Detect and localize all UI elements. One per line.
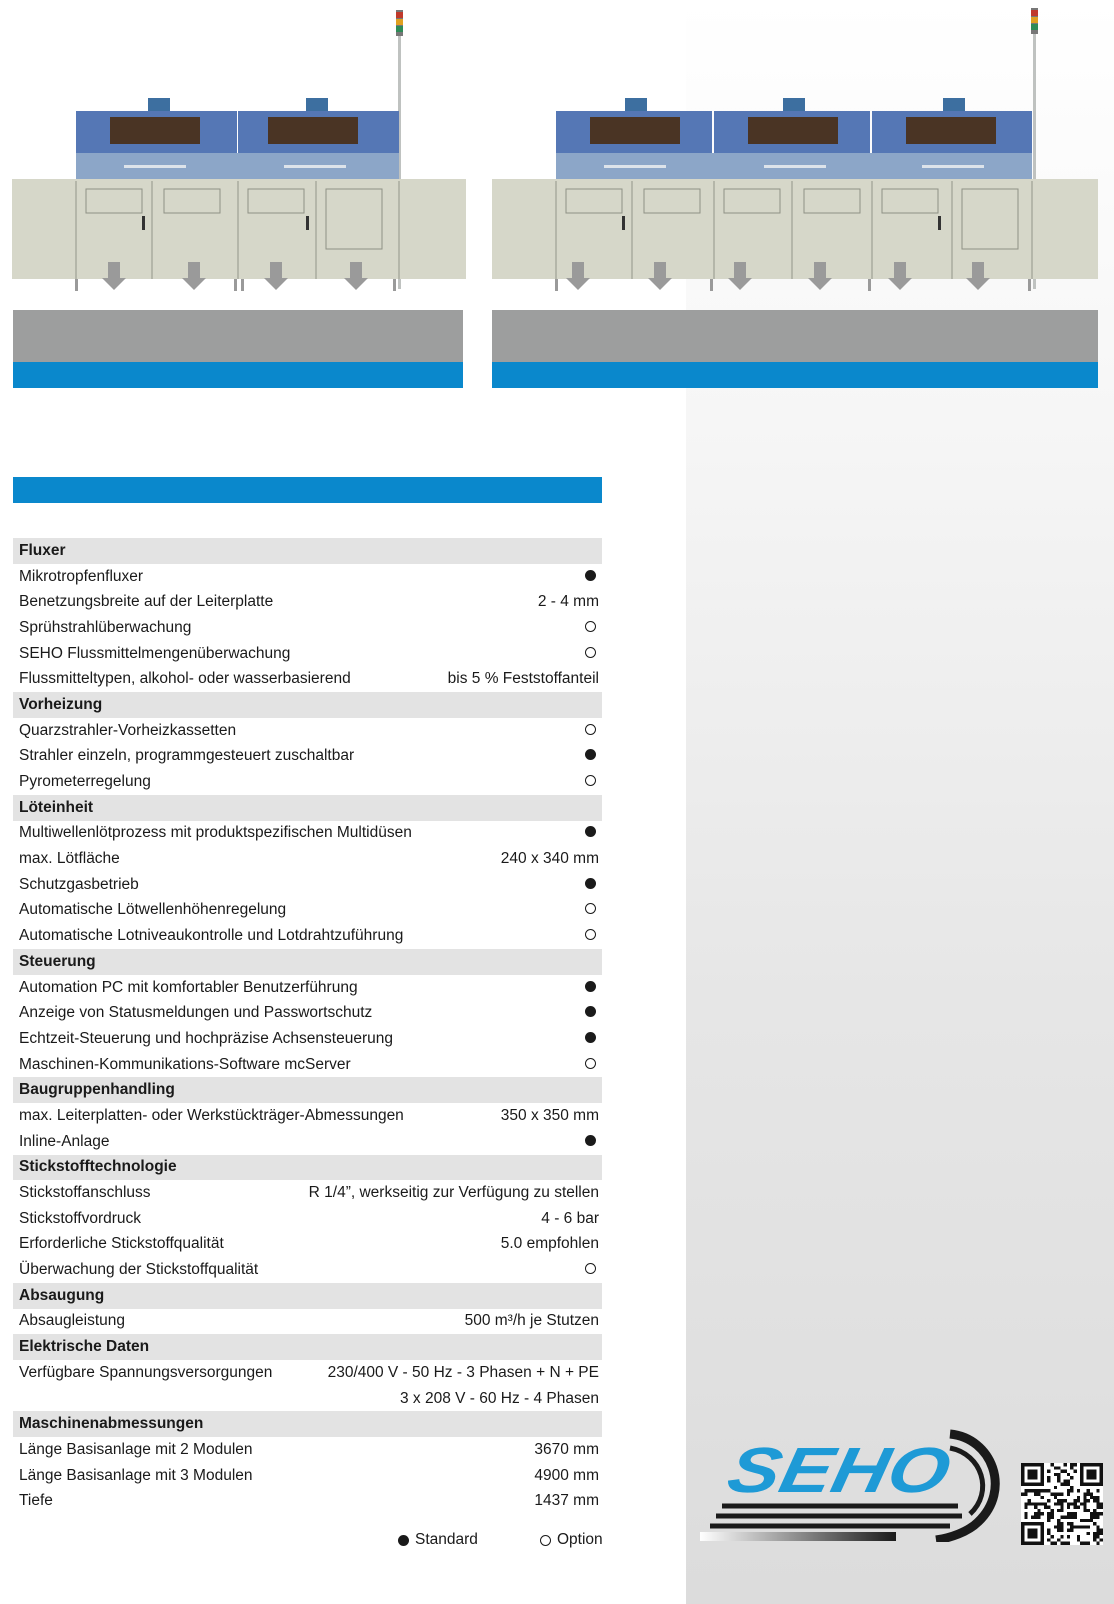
- spec-label: Strahler einzeln, programmgesteuert zuschaltbar: [19, 747, 355, 765]
- standard-dot-icon: [585, 570, 596, 581]
- option-circle-icon: [585, 621, 596, 632]
- standard-dot-icon: [585, 1006, 596, 1017]
- spec-symbol: [585, 1133, 599, 1151]
- spec-section-label: Stickstofftechnologie: [19, 1158, 177, 1176]
- spec-label: Erforderliche Stickstoffqualität: [19, 1235, 224, 1253]
- spec-symbol: [585, 1056, 599, 1074]
- spec-row: [13, 1360, 602, 1386]
- spec-row: [13, 615, 602, 641]
- spec-row: [13, 1488, 602, 1514]
- spec-value: 230/400 V - 50 Hz - 3 Phasen + N + PE: [327, 1363, 599, 1381]
- spec-value: bis 5 % Feststoffanteil: [447, 670, 599, 688]
- spec-label: Tiefe: [19, 1492, 53, 1510]
- spec-label: Quarzstrahler-Vorheizkassetten: [19, 721, 237, 739]
- spec-symbol: [585, 645, 599, 663]
- spec-row: [13, 1103, 602, 1129]
- option-circle-icon: [585, 1263, 596, 1274]
- spec-section-header: [13, 538, 602, 564]
- spec-label: SEHO Flussmittelmengenüberwachung: [19, 644, 291, 662]
- spec-symbol: [585, 1030, 599, 1048]
- spec-label: Schutzgasbetrieb: [19, 875, 139, 893]
- spec-symbol: [585, 619, 599, 637]
- option-circle-icon: [585, 929, 596, 940]
- spec-row: [13, 923, 602, 949]
- spec-section-label: Steuerung: [19, 952, 96, 970]
- spec-row: [13, 1386, 602, 1412]
- standard-dot-icon: [585, 878, 596, 889]
- spec-value: 500 m³/h je Stutzen: [464, 1312, 599, 1330]
- standard-dot-icon: [585, 749, 596, 760]
- spec-symbol: [585, 876, 599, 894]
- spec-label: Echtzeit-Steuerung und hochpräzise Achsensteuerung: [19, 1029, 393, 1047]
- spec-value: 1437 mm: [534, 1492, 599, 1510]
- spec-symbol: [585, 747, 599, 765]
- spec-section-label: Fluxer: [19, 541, 66, 559]
- standard-dot-icon: [585, 1032, 596, 1043]
- standard-dot-icon: [585, 1135, 596, 1146]
- spec-symbol: [585, 722, 599, 740]
- spec-symbol: [585, 979, 599, 997]
- caption-bar-blue-left: [13, 362, 463, 388]
- machine-2-modules-illustration: [12, 0, 466, 305]
- legend-standard-label: Standard: [415, 1531, 478, 1548]
- spec-row: [13, 872, 602, 898]
- spec-symbol: [585, 927, 599, 945]
- spec-row: [13, 769, 602, 795]
- spec-row: [13, 641, 602, 667]
- standard-dot-icon: [585, 981, 596, 992]
- caption-bar-gray-left: [13, 310, 463, 362]
- spec-row: [13, 821, 602, 847]
- spec-section-label: Elektrische Daten: [19, 1338, 150, 1356]
- spec-row: [13, 1129, 602, 1155]
- caption-bar-gray-right: [492, 310, 1098, 362]
- spec-row: [13, 1180, 602, 1206]
- spec-label: Länge Basisanlage mit 3 Modulen: [19, 1466, 253, 1484]
- seho-logo: [700, 1420, 1010, 1542]
- spec-value: 240 x 340 mm: [500, 850, 599, 868]
- option-circle-icon: [585, 724, 596, 735]
- spec-label: Automation PC mit komfortabler Benutzerführung: [19, 978, 358, 996]
- spec-section-header: [13, 795, 602, 821]
- spec-section-header: [13, 949, 602, 975]
- spec-label: Anzeige von Statusmeldungen und Passwortschutz: [19, 1004, 373, 1022]
- spec-row: [13, 975, 602, 1001]
- spec-symbol: [585, 773, 599, 791]
- spec-section-header: [13, 692, 602, 718]
- spec-section-label: Löteinheit: [19, 798, 94, 816]
- legend-option-label: Option: [557, 1531, 603, 1548]
- spec-section-header: [13, 1077, 602, 1103]
- spec-value: 4900 mm: [534, 1466, 599, 1484]
- option-circle-icon: [585, 775, 596, 786]
- spec-section-label: Maschinenabmessungen: [19, 1415, 204, 1433]
- hollow-circle-icon: [540, 1535, 551, 1546]
- spec-row: [13, 564, 602, 590]
- seho-logo-text: SEHO: [721, 1433, 919, 1506]
- spec-value: 350 x 350 mm: [500, 1106, 599, 1124]
- spec-row: [13, 1026, 602, 1052]
- spec-row: [13, 1463, 602, 1489]
- spec-label: Multiwellenlötprozess mit produktspezifischen Multidüsen: [19, 824, 412, 842]
- spec-symbol: [585, 824, 599, 842]
- spec-section-label: Absaugung: [19, 1286, 105, 1304]
- spec-row: [13, 589, 602, 615]
- standard-dot-icon: [585, 826, 596, 837]
- spec-header-bar: [13, 477, 602, 503]
- spec-table: [13, 538, 602, 1514]
- spec-value: 5.0 empfohlen: [500, 1235, 599, 1253]
- spec-label: Sprühstrahlüberwachung: [19, 618, 192, 636]
- option-circle-icon: [585, 1058, 596, 1069]
- spec-value: R 1/4”, werkseitig zur Verfügung zu stellen: [308, 1184, 599, 1202]
- spec-label: max. Leiterplatten- oder Werkstückträger-Abmessungen: [19, 1106, 404, 1124]
- spec-section-header: [13, 1334, 602, 1360]
- spec-value: 3 x 208 V - 60 Hz - 4 Phasen: [399, 1389, 599, 1407]
- spec-label: Stickstoffanschluss: [19, 1184, 151, 1202]
- spec-label: max. Lötfläche: [19, 850, 120, 868]
- spec-symbol: [585, 1261, 599, 1279]
- spec-row: [13, 1206, 602, 1232]
- machine-3-modules-illustration: [492, 0, 1098, 305]
- spec-label: Mikrotropfenfluxer: [19, 567, 144, 585]
- spec-row: [13, 744, 602, 770]
- spec-label: Automatische Lötwellenhöhenregelung: [19, 901, 287, 919]
- spec-label: Maschinen-Kommunikations-Software mcServer: [19, 1055, 351, 1073]
- option-circle-icon: [585, 647, 596, 658]
- spec-label: Flussmitteltypen, alkohol- oder wasserbasierend: [19, 670, 351, 688]
- spec-label: Stickstoffvordruck: [19, 1209, 142, 1227]
- spec-label: Benetzungsbreite auf der Leiterplatte: [19, 593, 274, 611]
- spec-row: [13, 1309, 602, 1335]
- spec-row: [13, 898, 602, 924]
- spec-label: Absaugleistung: [19, 1312, 125, 1330]
- spec-section-header: [13, 1155, 602, 1181]
- filled-dot-icon: [398, 1535, 409, 1546]
- spec-symbol: [585, 901, 599, 919]
- spec-value: 4 - 6 bar: [541, 1209, 599, 1227]
- legend-option: [540, 1531, 603, 1549]
- spec-label: Länge Basisanlage mit 2 Modulen: [19, 1440, 253, 1458]
- spec-symbol: [585, 568, 599, 586]
- spec-label: Überwachung der Stickstoffqualität: [19, 1261, 259, 1279]
- spec-symbol: [585, 1004, 599, 1022]
- spec-row: [13, 666, 602, 692]
- spec-value: 2 - 4 mm: [537, 593, 599, 611]
- spec-section-header: [13, 1283, 602, 1309]
- spec-row: [13, 718, 602, 744]
- spec-section-label: Baugruppenhandling: [19, 1081, 175, 1099]
- spec-section-header: [13, 1411, 602, 1437]
- spec-row: [13, 1000, 602, 1026]
- spec-label: Automatische Lotniveaukontrolle und Lotdrahtzuführung: [19, 927, 404, 945]
- spec-section-label: Vorheizung: [19, 695, 103, 713]
- spec-row: [13, 1437, 602, 1463]
- spec-label: Inline-Anlage: [19, 1132, 110, 1150]
- spec-row: [13, 1232, 602, 1258]
- spec-label: Verfügbare Spannungsversorgungen: [19, 1363, 273, 1381]
- spec-row: [13, 1257, 602, 1283]
- option-circle-icon: [585, 903, 596, 914]
- spec-row: [13, 846, 602, 872]
- qr-code[interactable]: [1021, 1463, 1103, 1545]
- spec-label: Pyrometerregelung: [19, 773, 151, 791]
- legend-standard: [398, 1531, 478, 1549]
- spec-row: [13, 1052, 602, 1078]
- caption-bar-blue-right: [492, 362, 1098, 388]
- spec-value: 3670 mm: [534, 1440, 599, 1458]
